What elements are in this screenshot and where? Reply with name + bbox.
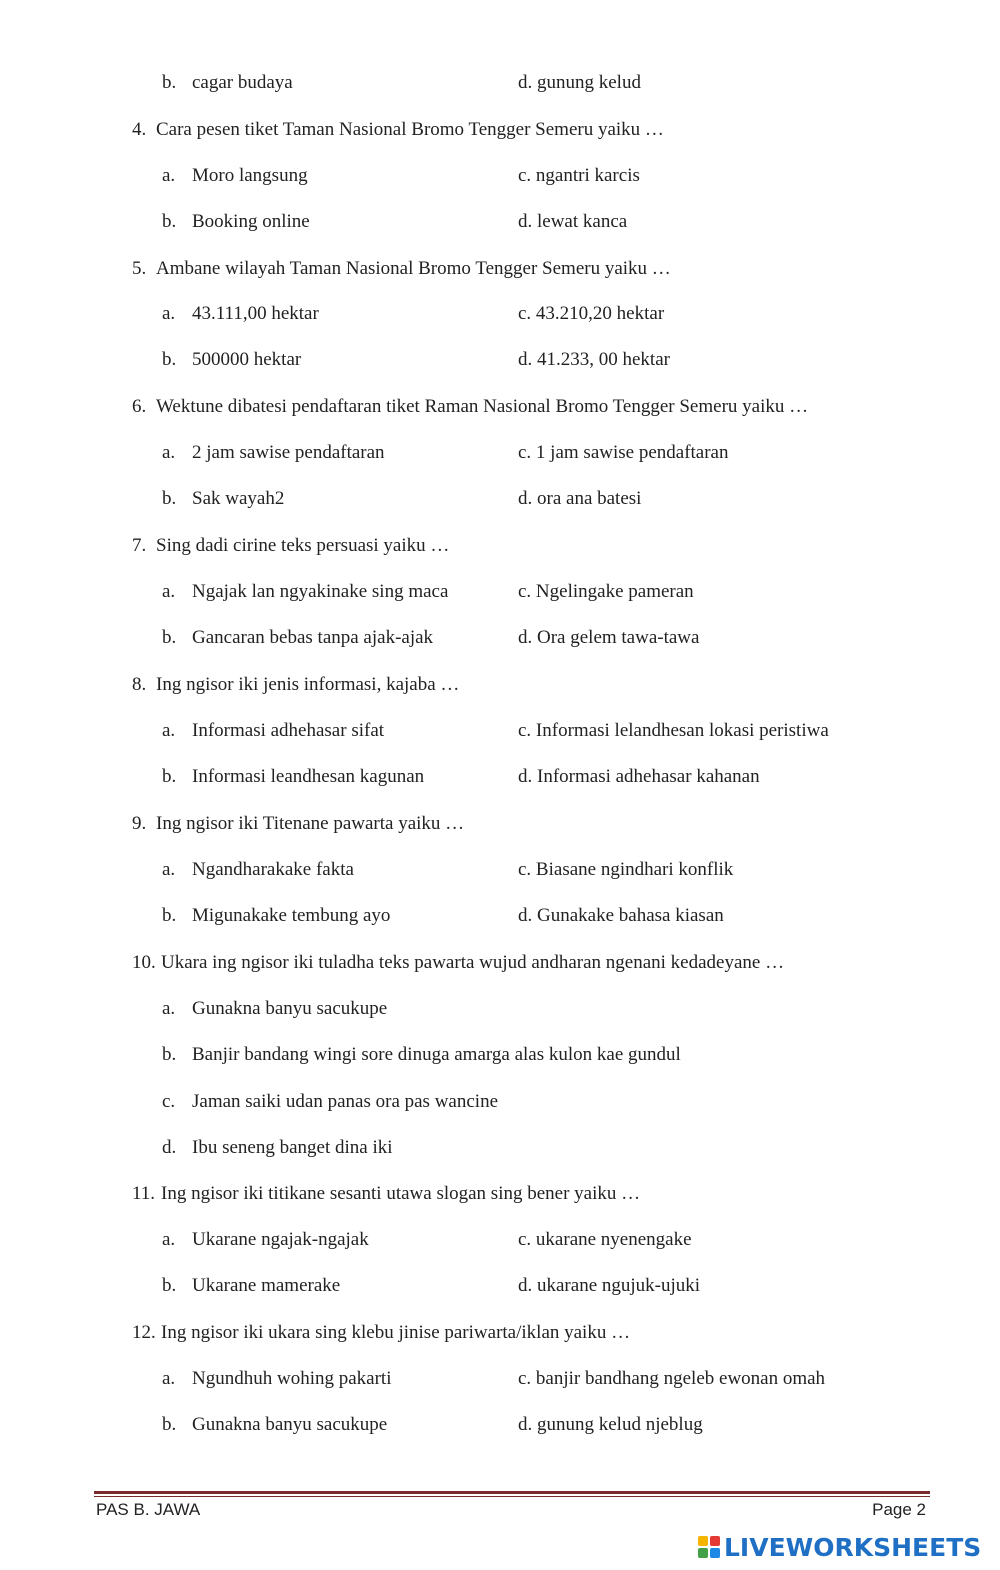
option-c: c. ukarane nyenengake <box>518 1229 692 1250</box>
liveworksheets-watermark <box>698 1532 981 1562</box>
option-a: a. Ngajak lan ngyakinake sing maca <box>162 581 449 602</box>
question-8: 8. Ing ngisor iki jenis informasi, kajaba … <box>132 674 460 695</box>
option-b: b. cagar budaya <box>162 72 293 93</box>
option-b: b. Sak wayah2 <box>162 488 285 509</box>
option-b: b. Migunakake tembung ayo <box>162 905 391 926</box>
option-a: a. Moro langsung <box>162 165 308 186</box>
option-c: c. Ngelingake pameran <box>518 581 694 602</box>
question-4: 4. Cara pesen tiket Taman Nasional Bromo Tengger Semeru yaiku … <box>132 119 664 140</box>
option-b: b. 500000 hektar <box>162 349 302 370</box>
watermark-text: LIVEWORKSHEETS <box>724 1532 982 1562</box>
question-5: 5. Ambane wilayah Taman Nasional Bromo Tengger Semeru yaiku … <box>132 258 671 279</box>
footer-divider <box>94 1491 930 1494</box>
option-d: d. lewat kanca <box>518 211 628 232</box>
question-9: 9. Ing ngisor iki Titenane pawarta yaiku … <box>132 813 465 834</box>
option-d: d. ora ana batesi <box>518 488 642 509</box>
option-b: b. Gancaran bebas tanpa ajak-ajak <box>162 627 434 648</box>
option-d: d. gunung kelud njeblug <box>518 1414 703 1435</box>
question-10: 10. Ukara ing ngisor iki tuladha teks pawarta wujud andharan ngenani kedadeyane … <box>132 952 785 973</box>
option-a: a. Ukarane ngajak-ngajak <box>162 1229 369 1250</box>
question-7: 7. Sing dadi cirine teks persuasi yaiku … <box>132 535 450 556</box>
option-a: a. Informasi adhehasar sifat <box>162 720 385 741</box>
page-number: Page 2 <box>872 1500 926 1519</box>
option-c: c. Jaman saiki udan panas ora pas wancine <box>162 1091 499 1112</box>
option-d: d. Ibu seneng banget dina iki <box>162 1137 393 1158</box>
option-c: c. banjir bandhang ngeleb ewonan omah <box>518 1368 826 1389</box>
question-11: 11. Ing ngisor iki titikane sesanti utawa slogan sing bener yaiku … <box>132 1183 641 1204</box>
option-c: c. 43.210,20 hektar <box>518 303 665 324</box>
option-d: d. Ora gelem tawa-tawa <box>518 627 700 648</box>
option-a: a. Gunakna banyu sacukupe <box>162 998 388 1019</box>
question-12: 12. Ing ngisor iki ukara sing klebu jinise pariwarta/iklan yaiku … <box>132 1322 631 1343</box>
option-b: b. Booking online <box>162 211 310 232</box>
option-a: a. Ngundhuh wohing pakarti <box>162 1368 392 1389</box>
option-b: b. Ukarane mamerake <box>162 1275 341 1296</box>
option-b: b. Informasi leandhesan kagunan <box>162 766 425 787</box>
footer-divider-thin <box>94 1496 930 1497</box>
liveworksheets-logo-icon <box>698 1536 720 1558</box>
option-b: b. Banjir bandang wingi sore dinuga amarga alas kulon kae gundul <box>162 1044 681 1065</box>
option-c: c. Biasane ngindhari konflik <box>518 859 734 880</box>
option-d: d. Gunakake bahasa kiasan <box>518 905 724 926</box>
option-a: a. 43.111,00 hektar <box>162 303 319 324</box>
option-d: d. gunung kelud <box>518 72 641 93</box>
option-a: a. Ngandharakake fakta <box>162 859 354 880</box>
option-d: d. ukarane ngujuk-ujuki <box>518 1275 701 1296</box>
footer-title: PAS B. JAWA <box>96 1500 201 1519</box>
question-6: 6. Wektune dibatesi pendaftaran tiket Raman Nasional Bromo Tengger Semeru yaiku … <box>132 396 809 417</box>
option-d: d. Informasi adhehasar kahanan <box>518 766 760 787</box>
option-c: c. 1 jam sawise pendaftaran <box>518 442 729 463</box>
option-c: c. Informasi lelandhesan lokasi peristiwa <box>518 720 829 741</box>
option-c: c. ngantri karcis <box>518 165 640 186</box>
option-a: a. 2 jam sawise pendaftaran <box>162 442 385 463</box>
option-b: b. Gunakna banyu sacukupe <box>162 1414 388 1435</box>
option-d: d. 41.233, 00 hektar <box>518 349 670 370</box>
